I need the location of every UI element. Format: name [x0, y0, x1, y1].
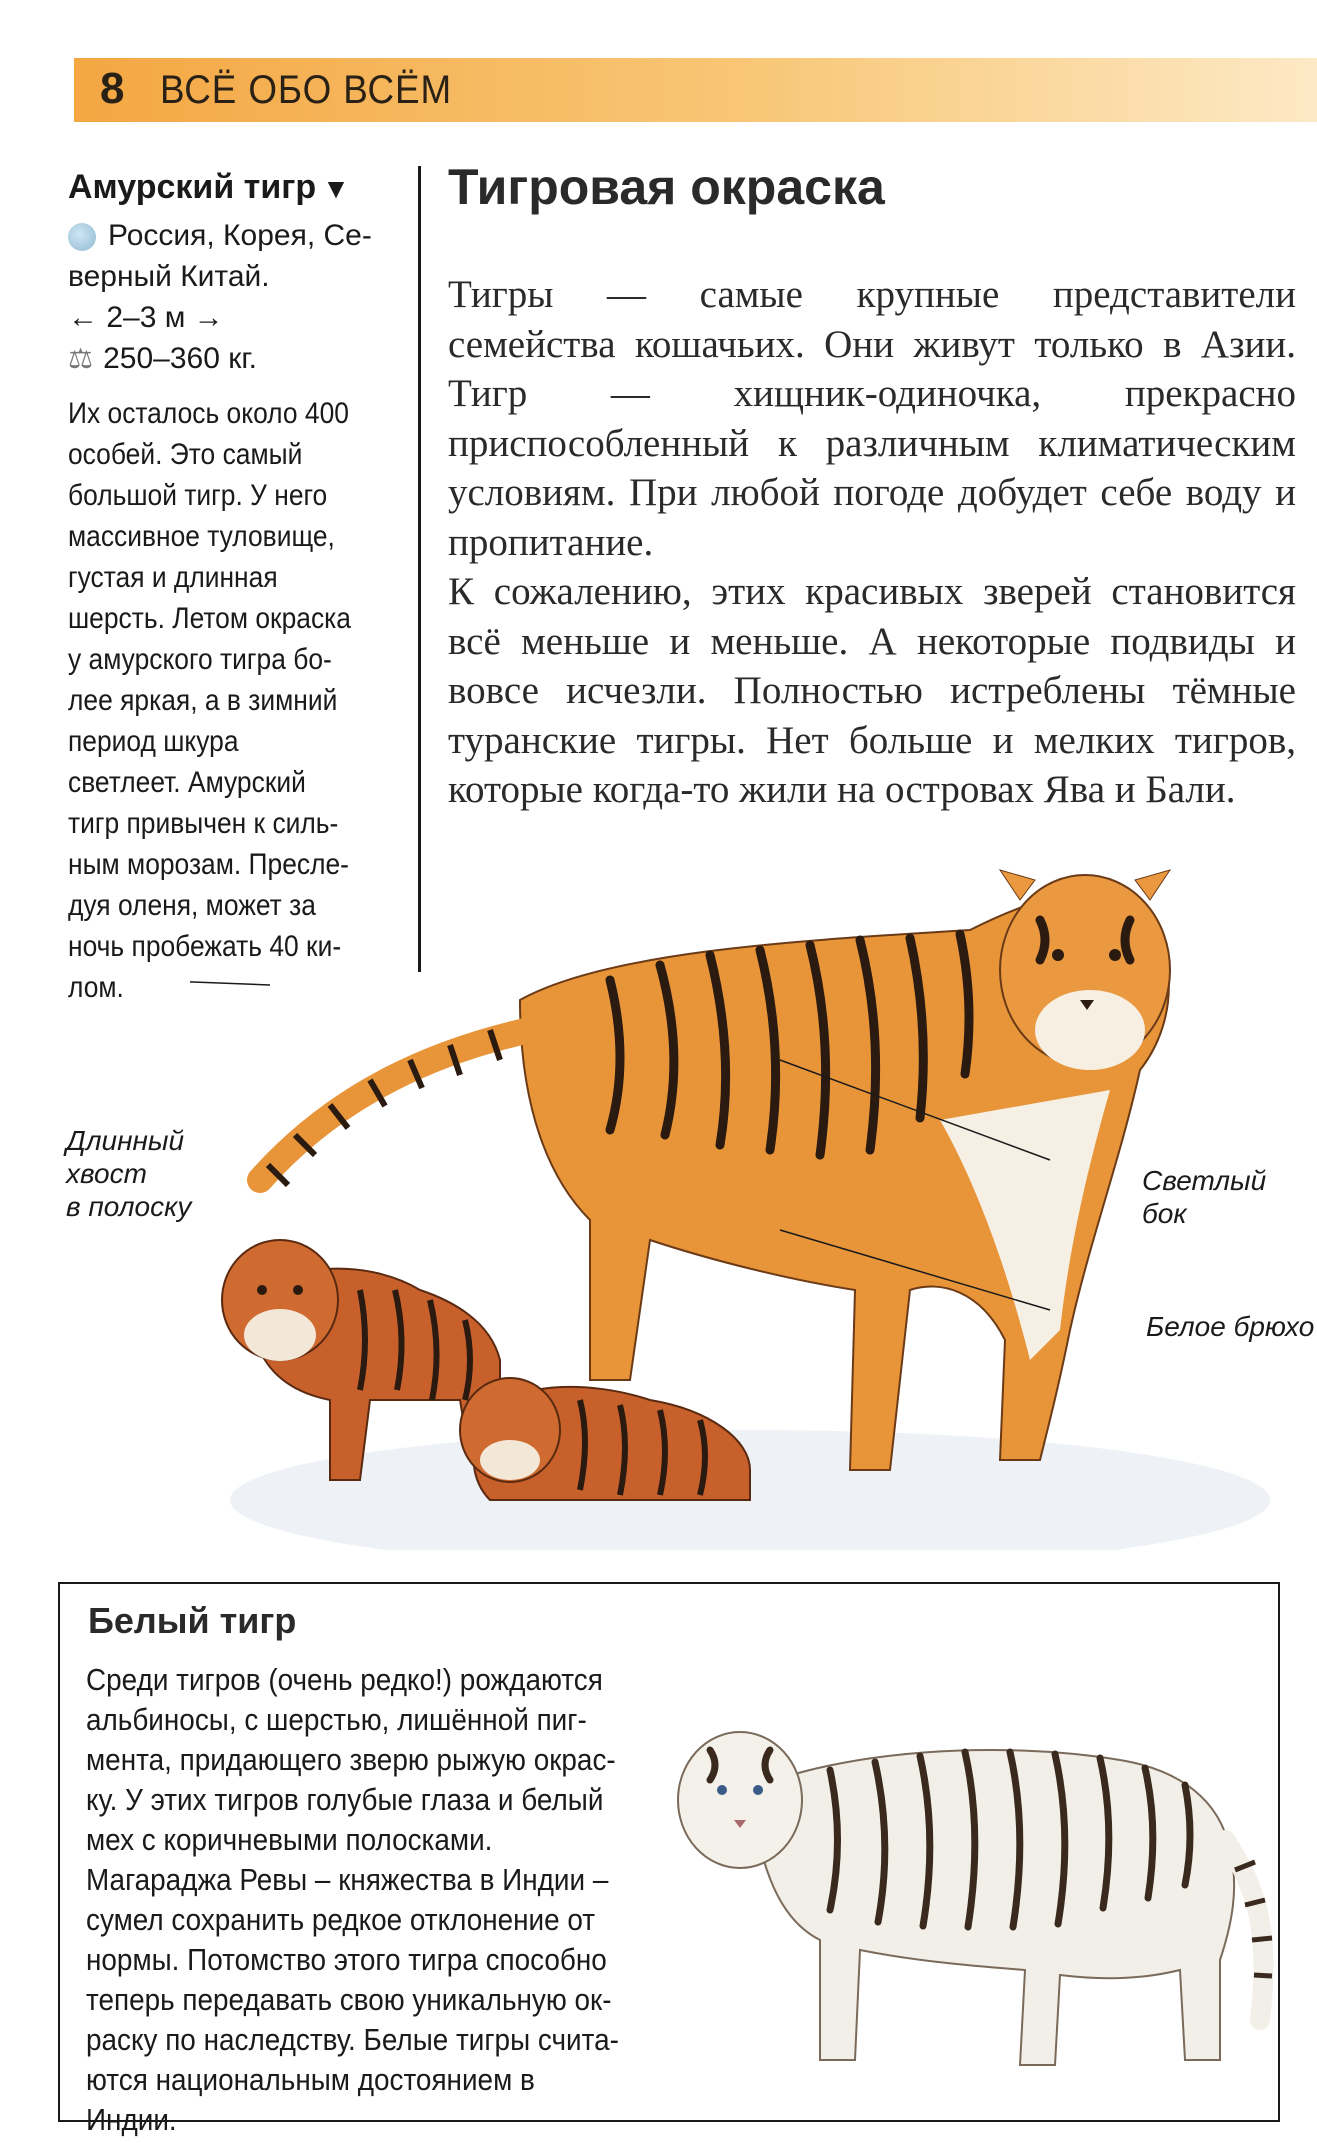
triangle-down-icon: ▼ [322, 173, 350, 204]
belly-callout: Белое брюхо [1146, 1311, 1315, 1342]
tail-callout-line: в полоску [66, 1191, 192, 1222]
white-tiger-line: мех с коричневыми полосками. [86, 1822, 493, 1857]
white-tiger-line: Магараджа Ревы – княжества в Индии – [86, 1862, 609, 1897]
tiger-cub-right [460, 1378, 750, 1500]
flank-callout: Светлый бок [1142, 1165, 1267, 1229]
sidebar-body-line: тигр привычен к силь- [68, 807, 339, 840]
white-tiger-line: альбиносы, с шерстью, лишённой пиг- [86, 1702, 587, 1737]
sidebar-body-line: дуя оленя, может за [68, 889, 316, 922]
white-tiger-line: раску по наследству. Белые тигры счита- [86, 2022, 619, 2057]
column-divider [418, 166, 421, 972]
sidebar-body-line: Их осталось около 400 [68, 397, 349, 430]
white-tiger-line: Среди тигров (очень редко!) рождаются [86, 1662, 603, 1697]
page-number: 8 [100, 64, 125, 113]
sidebar-body-line: шерсть. Летом окраска [68, 602, 351, 635]
sidebar-body-line: лее яркая, а в зимний [68, 684, 338, 717]
article-title: Тигровая окраска [448, 159, 885, 215]
sidebar-body-line: ным морозам. Пресле- [68, 848, 349, 881]
tail-callout-line: хвост [66, 1158, 147, 1189]
sidebar-body-line: особей. Это самый [68, 438, 303, 471]
article-paragraph-2: К сожалению, этих красивых зверей становится всё меньше и меньше. А некоторые подвиды и вовсе исчезли. Полностью истреблены тёмные туранские тигры. Нет больше и мелких тигров, которые когда-то жили на островах Ява и Бали. [448, 570, 1296, 811]
range-line-2: верный Китай. [68, 260, 270, 293]
sidebar-body-line: период шкура [68, 725, 239, 758]
sidebar-body-line: ночь пробежать 40 ки- [68, 930, 342, 963]
white-tiger-line: нормы. Потомство этого тигра способно [86, 1942, 607, 1977]
scales-icon: ⚖ [68, 343, 94, 374]
white-tiger-line: ку. У этих тигров голубые глаза и белый [86, 1782, 604, 1817]
white-tiger-line: ются национальным достоянием в Индии. [86, 2062, 535, 2137]
sidebar-body-line: густая и длинная [68, 561, 278, 594]
sidebar-body-line: лом. [68, 971, 124, 1004]
range-fact [68, 215, 408, 297]
white-tiger-line: теперь передавать свою уникальную ок- [86, 1982, 612, 2017]
tail-leader-line [190, 980, 270, 985]
white-tiger-illustration [660, 1690, 1280, 2080]
sidebar-body-line: массивное туловище, [68, 520, 335, 553]
globe-icon [68, 223, 96, 251]
article-body [448, 270, 1296, 815]
white-tiger-text [86, 1660, 626, 2140]
white-tiger-title: Белый тигр [88, 1600, 297, 1641]
white-tiger-line: сумел сохранить редкое отклонение от [86, 1902, 596, 1937]
sidebar-body-line: большой тигр. У него [68, 479, 328, 512]
weight-value: 250–360 кг. [103, 342, 257, 375]
weight-fact [68, 338, 408, 379]
white-tiger-line: мента, придающего зверю рыжую окрас- [86, 1742, 616, 1777]
range-line-1: Россия, Корея, Се- [108, 219, 372, 252]
tail-callout-line: Длинный [66, 1125, 185, 1156]
sidebar-title [68, 168, 408, 207]
tail-callout [66, 1124, 191, 1223]
article-paragraph-1: Тигры — самые крупные представители семейства кошачьих. Они живут только в Азии. Тигр — хищник-одиночка, прекрасно приспособленный к различным климатическим условиям. При любой погоде добудет себе воду и пропитание. [448, 273, 1296, 564]
length-fact: ← 2–3 м → [68, 301, 224, 334]
running-head: ВСЁ ОБО ВСЁМ [160, 68, 453, 112]
sidebar-body-line: у амурского тигра бо- [68, 643, 332, 676]
sidebar-body-line: светлеет. Амурский [68, 766, 306, 799]
sidebar-title-text: Амурский тигр [68, 168, 317, 206]
